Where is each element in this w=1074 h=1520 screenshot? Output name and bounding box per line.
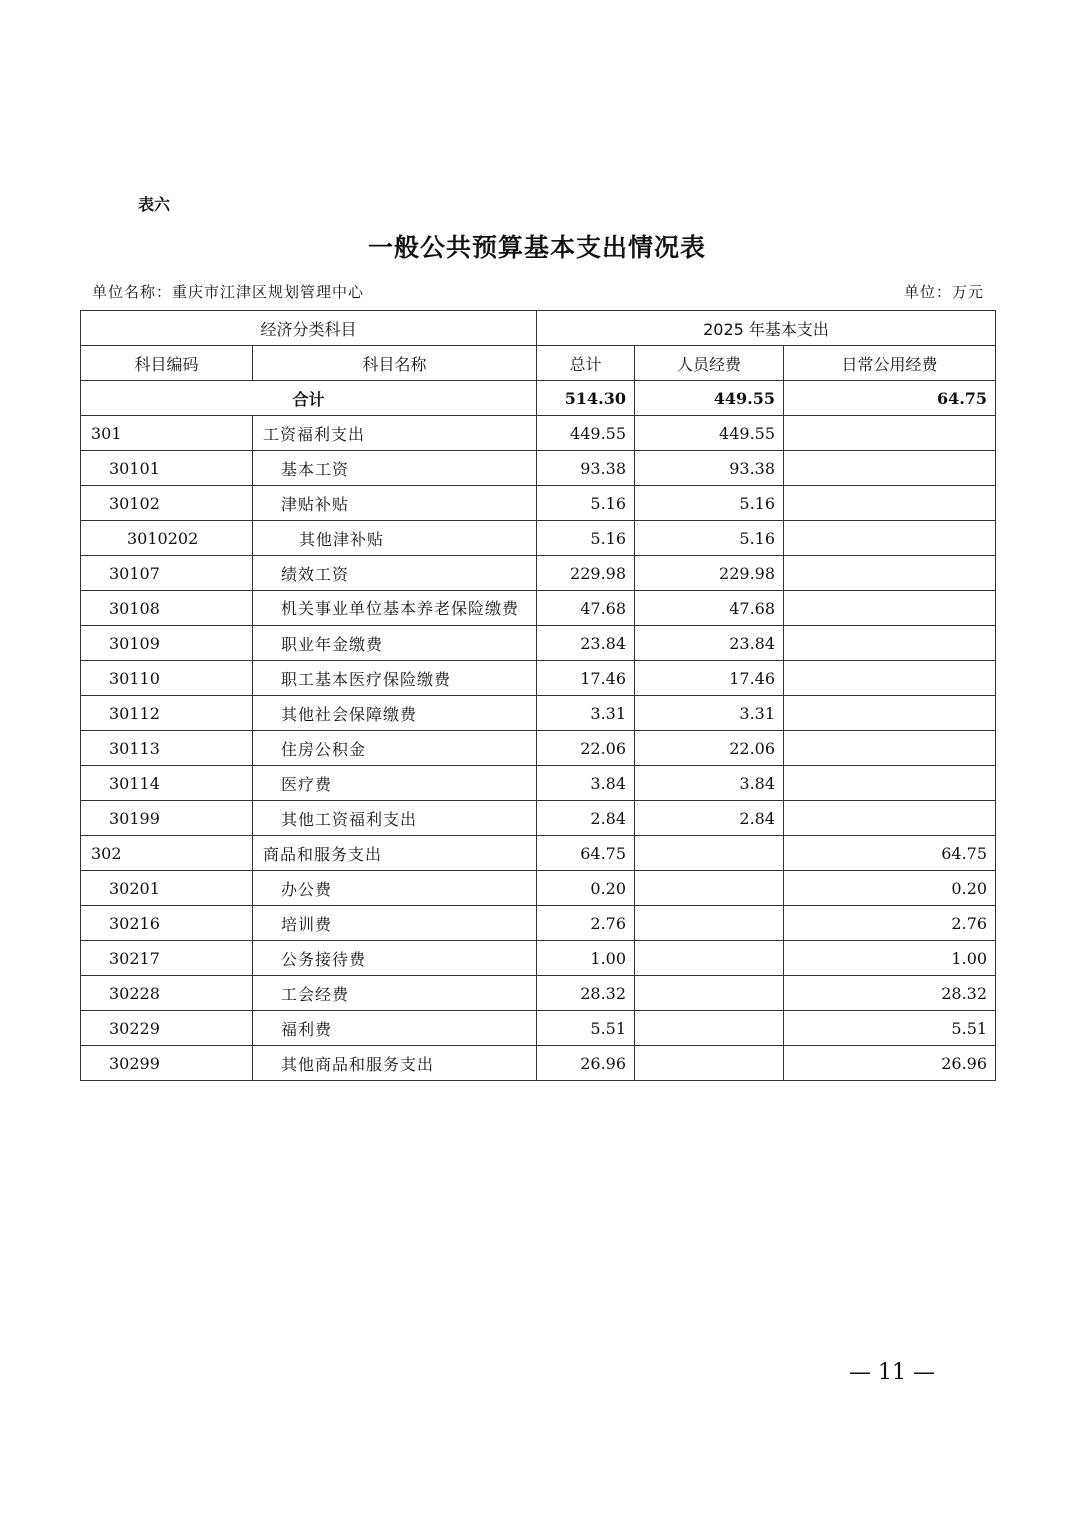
- row-code: 30229: [81, 1011, 253, 1046]
- row-code: 30113: [81, 731, 253, 766]
- row-public: [784, 766, 996, 801]
- summary-total: 514.30: [537, 381, 635, 416]
- table-row: [81, 871, 996, 906]
- row-personnel: 22.06: [635, 731, 784, 766]
- row-total: 449.55: [537, 416, 635, 451]
- row-total: 229.98: [537, 556, 635, 591]
- row-total: 22.06: [537, 731, 635, 766]
- table-row: [81, 976, 996, 1011]
- row-name: 职工基本医疗保险缴费: [253, 661, 537, 696]
- row-personnel: 17.46: [635, 661, 784, 696]
- header-row-columns: [81, 346, 996, 381]
- unit-name: 单位名称：重庆市江津区规划管理中心: [92, 283, 365, 301]
- row-name: 基本工资: [253, 451, 537, 486]
- row-code: 30101: [81, 451, 253, 486]
- row-total: 5.51: [537, 1011, 635, 1046]
- row-personnel: 5.16: [635, 521, 784, 556]
- row-personnel: 93.38: [635, 451, 784, 486]
- row-total: 1.00: [537, 941, 635, 976]
- row-public: [784, 661, 996, 696]
- table-row: [81, 941, 996, 976]
- row-total: 23.84: [537, 626, 635, 661]
- row-name: 培训费: [253, 906, 537, 941]
- row-personnel: 229.98: [635, 556, 784, 591]
- header-total: 总计: [537, 346, 635, 381]
- row-personnel: [635, 906, 784, 941]
- row-name: 其他商品和服务支出: [253, 1046, 537, 1081]
- row-public: [784, 521, 996, 556]
- row-name: 福利费: [253, 1011, 537, 1046]
- row-code: 30201: [81, 871, 253, 906]
- row-code: 30109: [81, 626, 253, 661]
- page-title: 一般公共预算基本支出情况表: [367, 233, 706, 262]
- row-public: [784, 451, 996, 486]
- row-code: 30108: [81, 591, 253, 626]
- row-total: 64.75: [537, 836, 635, 871]
- row-name: 工会经费: [253, 976, 537, 1011]
- row-personnel: [635, 1046, 784, 1081]
- row-total: 17.46: [537, 661, 635, 696]
- row-code: 301: [81, 416, 253, 451]
- budget-table: [80, 310, 996, 1081]
- row-name: 商品和服务支出: [253, 836, 537, 871]
- row-name: 公务接待费: [253, 941, 537, 976]
- row-code: 30228: [81, 976, 253, 1011]
- row-name: 绩效工资: [253, 556, 537, 591]
- table-row: [81, 696, 996, 731]
- row-public: [784, 626, 996, 661]
- row-personnel: [635, 836, 784, 871]
- row-total: 3.84: [537, 766, 635, 801]
- row-code: 3010202: [81, 521, 253, 556]
- table-row: [81, 521, 996, 556]
- row-public: 5.51: [784, 1011, 996, 1046]
- row-personnel: 449.55: [635, 416, 784, 451]
- row-public: 0.20: [784, 871, 996, 906]
- row-total: 26.96: [537, 1046, 635, 1081]
- row-code: 30217: [81, 941, 253, 976]
- table-row: [81, 556, 996, 591]
- row-personnel: 3.84: [635, 766, 784, 801]
- table-row: [81, 1046, 996, 1081]
- row-personnel: [635, 1011, 784, 1046]
- row-code: 30299: [81, 1046, 253, 1081]
- unit-label: 单位：万元: [903, 283, 984, 301]
- header-name: 科目名称: [253, 346, 537, 381]
- row-code: 30114: [81, 766, 253, 801]
- table-row: [81, 416, 996, 451]
- row-total: 5.16: [537, 486, 635, 521]
- summary-public: 64.75: [784, 381, 996, 416]
- row-personnel: 2.84: [635, 801, 784, 836]
- row-public: 64.75: [784, 836, 996, 871]
- row-public: [784, 801, 996, 836]
- header-code: 科目编码: [81, 346, 253, 381]
- header-row-group: [81, 311, 996, 346]
- row-public: [784, 696, 996, 731]
- table-row: [81, 661, 996, 696]
- row-name: 其他津补贴: [253, 521, 537, 556]
- row-code: 30199: [81, 801, 253, 836]
- table-row: [81, 766, 996, 801]
- row-public: [784, 416, 996, 451]
- row-code: 30107: [81, 556, 253, 591]
- row-code: 30102: [81, 486, 253, 521]
- row-total: 3.31: [537, 696, 635, 731]
- table-row: [81, 1011, 996, 1046]
- summary-row: [81, 381, 996, 416]
- row-total: 2.84: [537, 801, 635, 836]
- row-code: 30110: [81, 661, 253, 696]
- table-row: [81, 731, 996, 766]
- table-row: [81, 486, 996, 521]
- row-name: 其他工资福利支出: [253, 801, 537, 836]
- row-name: 其他社会保障缴费: [253, 696, 537, 731]
- row-personnel: [635, 976, 784, 1011]
- header-public: 日常公用经费: [784, 346, 996, 381]
- summary-label: 合计: [81, 381, 537, 416]
- row-personnel: 3.31: [635, 696, 784, 731]
- table-row: [81, 836, 996, 871]
- row-name: 职业年金缴费: [253, 626, 537, 661]
- row-public: 28.32: [784, 976, 996, 1011]
- row-code: 30216: [81, 906, 253, 941]
- row-public: [784, 731, 996, 766]
- table-row: [81, 451, 996, 486]
- row-personnel: [635, 871, 784, 906]
- row-total: 93.38: [537, 451, 635, 486]
- row-code: 302: [81, 836, 253, 871]
- row-total: 47.68: [537, 591, 635, 626]
- row-total: 0.20: [537, 871, 635, 906]
- header-personnel: 人员经费: [635, 346, 784, 381]
- table-body: [81, 311, 996, 1081]
- summary-personnel: 449.55: [635, 381, 784, 416]
- row-name: 住房公积金: [253, 731, 537, 766]
- header-year-group: 2025 年基本支出: [537, 311, 996, 346]
- row-personnel: [635, 941, 784, 976]
- row-personnel: 47.68: [635, 591, 784, 626]
- row-name: 工资福利支出: [253, 416, 537, 451]
- doc-label: 表六: [138, 195, 171, 214]
- row-total: 2.76: [537, 906, 635, 941]
- row-public: 2.76: [784, 906, 996, 941]
- row-personnel: 5.16: [635, 486, 784, 521]
- row-public: [784, 556, 996, 591]
- row-name: 机关事业单位基本养老保险缴费: [253, 591, 537, 626]
- row-total: 28.32: [537, 976, 635, 1011]
- row-name: 办公费: [253, 871, 537, 906]
- row-name: 津贴补贴: [253, 486, 537, 521]
- page-number: — 11 —: [849, 1360, 935, 1385]
- row-name: 医疗费: [253, 766, 537, 801]
- table-row: [81, 591, 996, 626]
- row-public: [784, 486, 996, 521]
- row-public: 1.00: [784, 941, 996, 976]
- header-category: 经济分类科目: [81, 311, 537, 346]
- table-row: [81, 801, 996, 836]
- row-personnel: 23.84: [635, 626, 784, 661]
- row-code: 30112: [81, 696, 253, 731]
- row-public: 26.96: [784, 1046, 996, 1081]
- table-row: [81, 626, 996, 661]
- table-row: [81, 906, 996, 941]
- row-total: 5.16: [537, 521, 635, 556]
- row-public: [784, 591, 996, 626]
